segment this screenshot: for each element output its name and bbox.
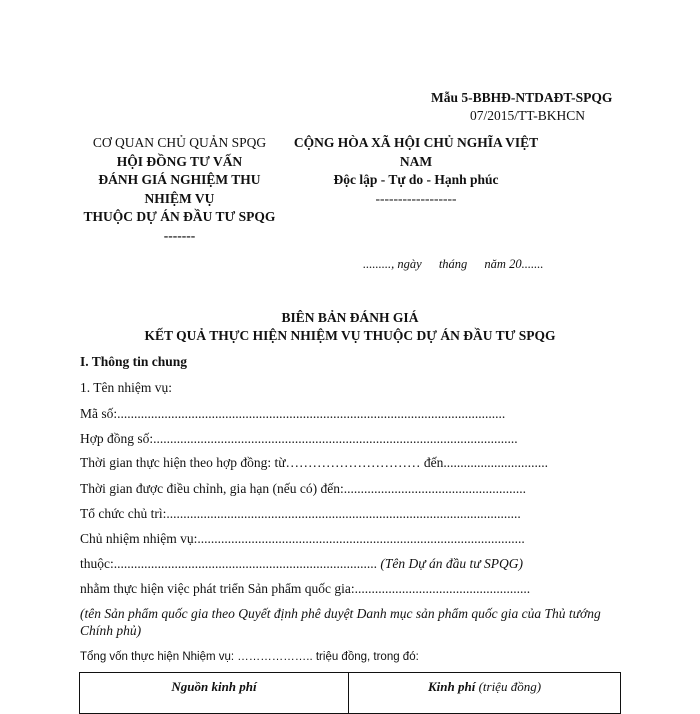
agency-parent: CƠ QUAN CHỦ QUẢN SPQG <box>92 135 267 150</box>
field-host: Tổ chức chủ trì:......................................................................................................... <box>80 506 521 521</box>
title-line1: BIÊN BẢN ĐÁNH GIÁ <box>281 310 419 325</box>
agency-dash: ------- <box>163 227 196 243</box>
council-line3: NHIỆM VỤ <box>144 190 215 206</box>
field-purpose: nhằm thực hiện việc phát triển Sản phẩm quốc gia:.................................................... <box>80 581 531 596</box>
council-line4: THUỘC DỰ ÁN ĐẦU TƯ SPQG <box>83 209 276 224</box>
field-period <box>80 455 548 471</box>
header-funding-amount <box>349 673 621 714</box>
date-day: ngày <box>397 257 422 271</box>
form-code-line1: Mẫu 5-BBHĐ-NTDAĐT-SPQG <box>431 90 613 105</box>
date-month: tháng <box>438 257 468 271</box>
field-adjusted: Thời gian được điều chỉnh, gia hạn (nếu có) đến:...................................................... <box>80 481 527 496</box>
funding-table <box>79 672 621 714</box>
section-heading: I. Thông tin chung <box>80 354 188 369</box>
table-header-row <box>80 673 621 714</box>
council-line2: ĐÁNH GIÁ NGHIỆM THU <box>98 172 261 187</box>
field-code: Mã số:................................................................................................................... <box>80 406 506 421</box>
belongs-note: (Tên Dự án đầu tư SPQG) <box>380 556 523 571</box>
period-to-label: đến <box>420 455 444 470</box>
field-task-name: 1. Tên nhiệm vụ: <box>80 380 172 395</box>
council-line1: HỘI ĐỒNG TƯ VẤN <box>116 153 243 169</box>
national-block <box>290 134 542 208</box>
form-code-line2: 07/2015/TT-BKHCN <box>470 108 586 123</box>
header-funding-source: Nguồn kinh phí <box>80 673 349 714</box>
period-to: ............................... <box>443 455 549 470</box>
national-line2: NAM <box>399 153 433 169</box>
product-note <box>80 605 601 639</box>
date-year: năm 20....... <box>484 257 544 271</box>
header-amount-label: Kinh phí <box>427 679 476 694</box>
national-motto: Độc lập - Tự do - Hạnh phúc <box>333 172 499 187</box>
belongs-label: thuộc:.............................................................................. <box>80 556 377 571</box>
title-line2: KẾT QUẢ THỰC HIỆN NHIỆM VỤ THUỘC DỰ ÁN ĐẦU TƯ SPQG <box>144 328 556 343</box>
national-line1: CỘNG HÒA XÃ HỘI CHỦ NGHĨA VIỆT <box>293 135 539 150</box>
period-label: Thời gian thực hiện theo hợp đồng: từ <box>80 455 286 470</box>
agency-block <box>62 134 297 245</box>
field-contract: Hợp đồng số:............................................................................................................ <box>80 431 518 446</box>
header-amount-unit: (triệu đồng) <box>475 679 542 694</box>
date-place: ........., <box>363 257 395 271</box>
document-title <box>90 309 610 345</box>
note-line2: Chính phủ) <box>80 623 142 638</box>
field-belongs <box>80 556 523 572</box>
period-from: ………………………… <box>285 455 421 470</box>
national-dash: ------------------ <box>375 190 457 206</box>
field-leader: Chủ nhiệm nhiệm vụ:................................................................................................. <box>80 531 525 546</box>
date-line <box>363 257 543 272</box>
field-total-capital: Tổng vốn thực hiện Nhiệm vụ: ……………….. triệu đồng, trong đó: <box>80 651 419 663</box>
note-line1: (tên Sản phẩm quốc gia theo Quyết định phê duyệt Danh mục sản phẩm quốc gia của Thủ tướng <box>80 606 601 621</box>
